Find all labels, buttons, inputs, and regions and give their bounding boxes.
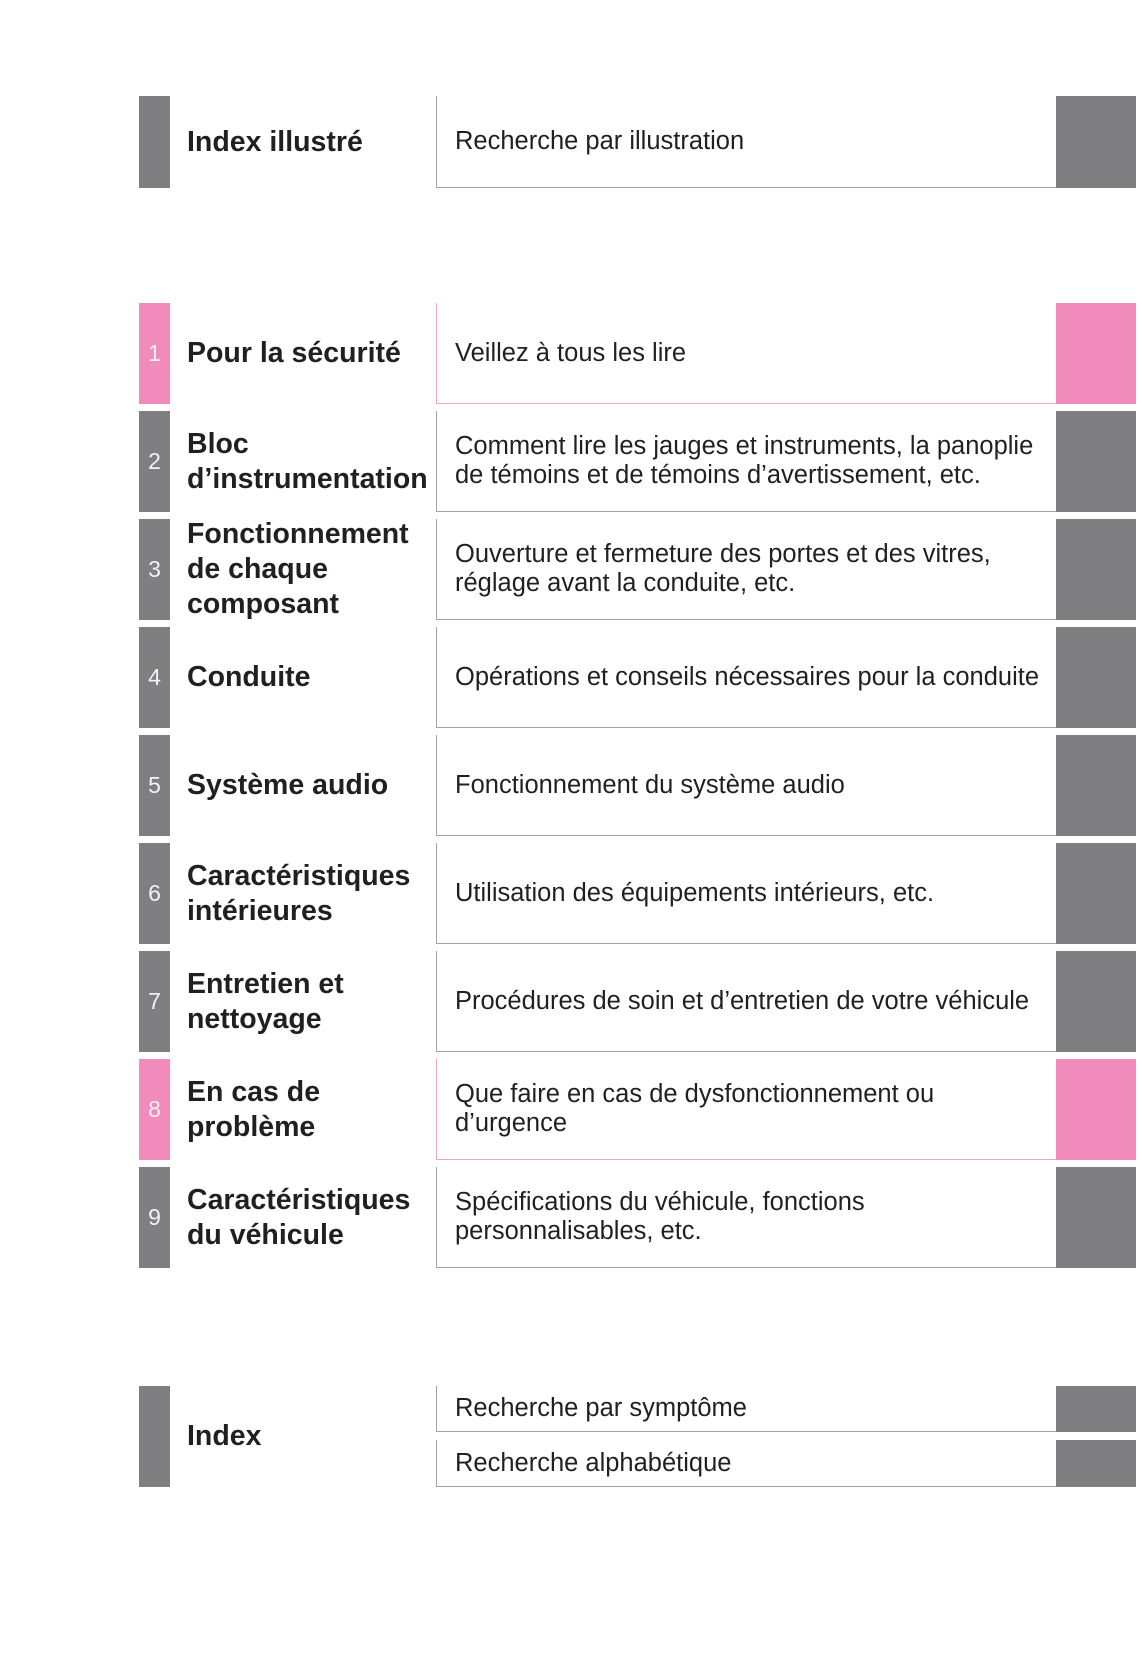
chapter-number-bar <box>139 843 170 944</box>
chapter-thumb-tab[interactable] <box>1056 411 1136 512</box>
chapter-thumb-tab[interactable] <box>1056 1059 1136 1160</box>
chapter-description <box>436 951 1056 1052</box>
index-entry-description <box>436 1440 1056 1487</box>
chapter-title: Fonctionnement de chaque composant <box>187 518 409 620</box>
chapter-description-text: Fonctionnement du système audio <box>455 770 845 799</box>
chapter-number-bar <box>139 519 170 620</box>
chapter-number: 9 <box>148 1204 161 1230</box>
chapter-row-5[interactable] <box>0 735 1142 836</box>
chapter-number-bar <box>139 1167 170 1268</box>
chapter-thumb-tab[interactable] <box>1056 735 1136 836</box>
index-entry-alphabetical[interactable] <box>0 1440 1142 1487</box>
chapter-description-text: Utilisation des équipements intérieurs, etc. <box>455 878 935 907</box>
illustrated-index-thumb-tab[interactable] <box>1056 96 1136 188</box>
chapter-description <box>436 1059 1056 1160</box>
chapter-number: 6 <box>148 880 161 906</box>
index-entry-symptom[interactable] <box>0 1386 1142 1432</box>
chapter-description <box>436 303 1056 404</box>
index-entry-thumb-tab[interactable] <box>1056 1386 1136 1432</box>
chapter-title: Pour la sécurité <box>187 337 401 369</box>
chapter-number-bar <box>139 1059 170 1160</box>
chapter-number: 2 <box>148 448 161 474</box>
index-title: Index <box>187 1420 262 1452</box>
chapter-number: 5 <box>148 772 161 798</box>
chapter-row-6[interactable] <box>0 843 1142 944</box>
index-entry-description <box>436 1386 1056 1432</box>
chapter-number: 7 <box>148 988 161 1014</box>
chapter-row-4[interactable] <box>0 627 1142 728</box>
index-entry-thumb-tab[interactable] <box>1056 1440 1136 1487</box>
chapter-description-text: Comment lire les jauges et instruments, la panoplie de témoins et de témoins d’avertissement, etc. <box>455 432 1034 489</box>
chapter-thumb-tab[interactable] <box>1056 627 1136 728</box>
chapter-thumb-tab[interactable] <box>1056 519 1136 620</box>
chapter-row-7[interactable] <box>0 951 1142 1052</box>
chapter-description-text: Procédures de soin et d’entretien de votre véhicule <box>455 986 1030 1015</box>
chapter-row-8[interactable] <box>0 1059 1142 1160</box>
chapter-title: Entretien et nettoyage <box>187 967 344 1035</box>
chapter-row-2[interactable] <box>0 411 1142 512</box>
chapter-thumb-tab[interactable] <box>1056 951 1136 1052</box>
chapter-description <box>436 1167 1056 1268</box>
chapter-number: 1 <box>148 340 161 366</box>
chapter-number: 4 <box>148 664 161 690</box>
chapter-title: Conduite <box>187 661 311 693</box>
chapter-number-bar <box>139 627 170 728</box>
chapter-title: En cas de problème <box>187 1075 321 1143</box>
chapter-number-bar <box>139 735 170 836</box>
chapter-thumb-tab[interactable] <box>1056 303 1136 404</box>
chapter-description <box>436 411 1056 512</box>
chapter-number-bar <box>139 303 170 404</box>
chapter-number-bar <box>139 951 170 1052</box>
illustrated-index-description-text: Recherche par illustration <box>455 127 745 155</box>
illustrated-index-bar <box>139 96 170 188</box>
chapter-thumb-tab[interactable] <box>1056 1167 1136 1268</box>
chapter-description <box>436 735 1056 836</box>
chapter-number: 3 <box>148 556 161 582</box>
chapter-description <box>436 843 1056 944</box>
index-section <box>0 1386 1142 1487</box>
chapter-description-text: Spécifications du véhicule, fonctions personnalisables, etc. <box>455 1188 865 1245</box>
index-entry-text: Recherche alphabétique <box>455 1448 732 1477</box>
chapter-description-text: Ouverture et fermeture des portes et des vitres, réglage avant la conduite, etc. <box>455 540 991 597</box>
chapter-row-9[interactable] <box>0 1167 1142 1268</box>
chapter-description-text: Opérations et conseils nécessaires pour la conduite <box>455 662 1039 691</box>
chapter-title: Caractéristiques du véhicule <box>187 1183 411 1251</box>
chapter-description <box>436 627 1056 728</box>
chapter-thumb-tab[interactable] <box>1056 843 1136 944</box>
illustrated-index-row[interactable] <box>0 96 1142 188</box>
illustrated-index-title: Index illustré <box>187 125 363 158</box>
chapter-title: Bloc d’instrumentation <box>187 427 428 495</box>
chapter-description-text: Que faire en cas de dysfonctionnement ou d’urgence <box>455 1080 935 1137</box>
chapter-number: 8 <box>148 1096 161 1122</box>
chapter-number-bar <box>139 411 170 512</box>
index-entry-text: Recherche par symptôme <box>455 1394 747 1422</box>
chapter-title: Caractéristiques intérieures <box>187 859 411 927</box>
chapter-row-1[interactable] <box>0 303 1142 404</box>
chapter-row-3[interactable] <box>0 519 1142 620</box>
chapter-description <box>436 519 1056 620</box>
chapter-description-text: Veillez à tous les lire <box>455 338 687 367</box>
illustrated-index-description <box>436 96 1056 188</box>
chapter-title: Système audio <box>187 769 389 801</box>
